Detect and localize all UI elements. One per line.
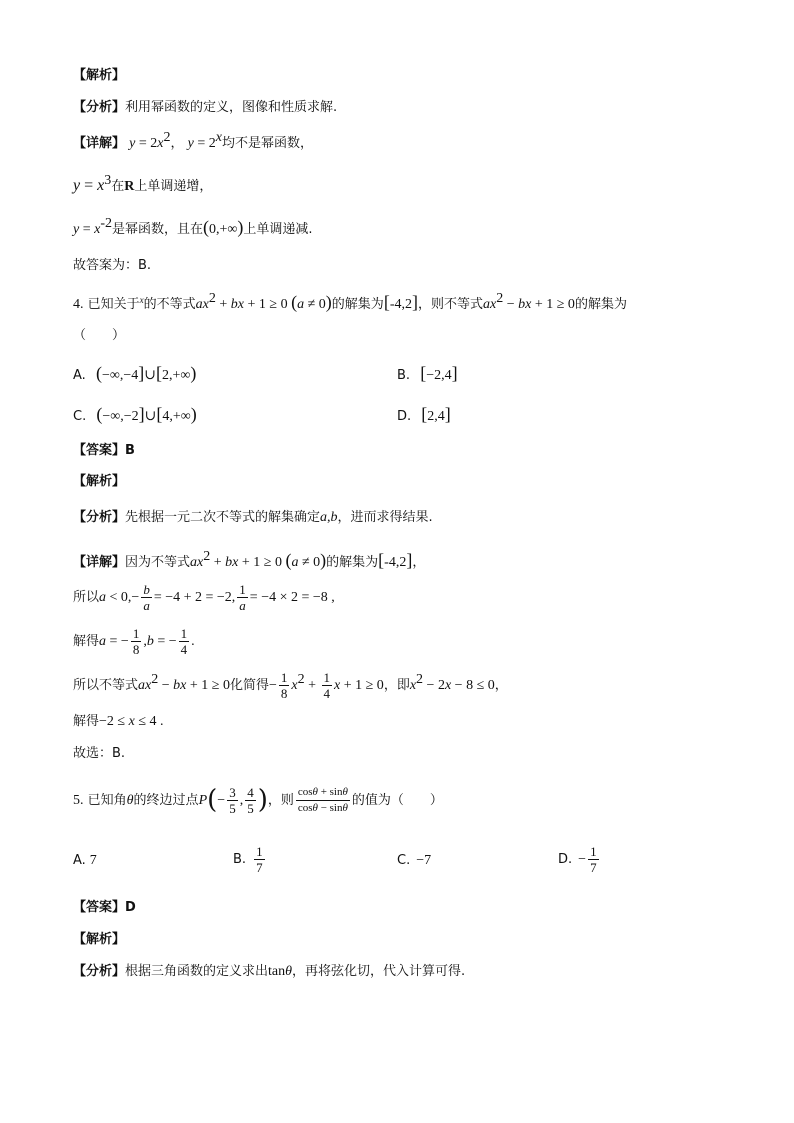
detail-line-3: $y = x^{-2}$是幂函数，且在(0,+∞)上单调递减. [73, 216, 313, 237]
analysis-line: 【分析】先根据一元二次不等式的解集确定a,b，进而求得结果. [73, 510, 433, 525]
answer-heading: 【答案】B [73, 443, 135, 458]
question-number: 5. [73, 793, 84, 808]
math-y-eq-2x2: y [129, 136, 136, 151]
math-y-eq-x-neg2: y [73, 222, 80, 237]
option-d: D. − $\frac{1}{7}$ [558, 844, 597, 875]
option-b: B. $\frac{1}{7}$ [233, 844, 263, 875]
question-5: 5. 已知角θ的终边过点P(− $\frac{3}{5}$ , $\frac{4}{5}$ )，则 $\frac{\cos\theta + \sin\theta}{\cos\theta - \sin\theta}$ 的值为（ ） [73, 785, 443, 816]
option-label: A. [73, 853, 86, 868]
option-b: B. [−2,4] [397, 363, 458, 383]
question-4-paren: （ ） [73, 328, 126, 343]
analysis-line [73, 98, 337, 118]
question-text: ，则 [267, 793, 294, 808]
question-text: 的值为（ ） [351, 793, 443, 808]
option-label: C. [397, 853, 411, 868]
detail-text: ， [412, 555, 426, 570]
analysis-heading: 【解析】 [73, 932, 126, 947]
option-c: C. −7 [397, 853, 432, 868]
analysis-line: 【分析】根据三角函数的定义求出tanθ，再将弦化切，代入计算可得. [73, 964, 466, 979]
math-R: R [124, 179, 135, 194]
analysis-text: ，进而求得结果. [337, 510, 433, 525]
analysis-text: ，再将弦化切，代入计算可得. [292, 964, 466, 979]
detail-text: 上单调递增， [134, 179, 213, 194]
detail-text: 均不是幂函数， [222, 136, 314, 151]
detail-text: 的解集为 [326, 555, 379, 570]
detail-text: 在 [111, 179, 125, 194]
solution-text: ，即 [383, 678, 410, 693]
solution-text: 解得 [73, 634, 100, 649]
answer-line: 故答案为：B. [73, 258, 152, 273]
analysis-text: 根据三角函数的定义求出 [125, 964, 269, 979]
option-a: A. (−∞,−4]∪[2,+∞) [73, 363, 197, 383]
solution-text: 化简得 [229, 678, 269, 693]
analysis-tag: 【分析】 [73, 964, 126, 979]
math-y-eq-x3: y [73, 177, 81, 194]
question-text: 的不等式 [143, 297, 196, 312]
option-label: D. [397, 409, 412, 424]
analysis-heading: 【解析】 [73, 68, 126, 83]
option-label: C. [73, 409, 87, 424]
option-a: A. 7 [73, 853, 97, 868]
question-text: 已知关于 [87, 297, 140, 312]
analysis-tag: 【分析】 [73, 510, 126, 525]
detail-tag: 【详解】 [73, 555, 126, 570]
detail-text: 是幂函数，且在 [112, 222, 204, 237]
question-number: 4. [73, 297, 84, 312]
analysis-text: 利用幂函数的定义，图像和性质求解. [125, 100, 338, 115]
detail-line-2: $y = x^3$在R上单调递增， [73, 173, 213, 194]
question-4: 4. 已知关于$^x$的不等式$ax^2$ + bx + 1 ≥ 0 (a ≠ 0)的解集为[-4,2]，则不等式$ax^2$ − bx + 1 ≥ 0的解集为 [73, 291, 627, 312]
option-label: B. [233, 852, 247, 867]
math-y-eq-2x: y [187, 136, 194, 151]
analysis-heading: 【解析】 [73, 474, 126, 489]
question-text: 的解集为 [574, 297, 627, 312]
detail-text: 因为不等式 [125, 555, 191, 570]
solution-line-2: 解得a = − $\frac{1}{8}$ ,b = − $\frac{1}{4}$ . [73, 626, 195, 657]
solution-line-3: 所以不等式$ax^2$ − bx + 1 ≥ 0化简得− $\frac{1}{8}$ $x^2$ + $\frac{1}{4}$ x + 1 ≥ 0，即$x^2 - 2x - 8 \le 0$， [73, 670, 508, 701]
option-label: A. [73, 368, 86, 383]
solution-text: 所以 [73, 590, 100, 605]
analysis-text: 先根据一元二次不等式的解集确定 [125, 510, 321, 525]
analysis-tag: 【分析】 [73, 100, 126, 115]
answer-heading: 【答案】D [73, 900, 136, 915]
solution-text: 所以不等式 [73, 678, 139, 693]
solution-text: 解得 [73, 714, 100, 729]
choice-line: 故选：B. [73, 746, 126, 761]
option-d: D. [2,4] [397, 404, 451, 424]
question-text: ，则不等式 [417, 297, 483, 312]
solution-line-1: 所以a < 0,− $\frac{b}{a}$ = −4 + 2 = −2, $\frac{1}{a}$ = −4 × 2 = −8 , [73, 582, 335, 613]
detail-line-1: 【详解】 $y = 2x^2$， $y = 2^x$均不是幂函数， [73, 130, 314, 151]
question-text: 的解集为 [331, 297, 384, 312]
detail-text: ， [170, 136, 184, 151]
option-label: B. [397, 368, 411, 383]
option-label: D. [558, 852, 573, 867]
detail-line: 【详解】因为不等式$ax^2$ + bx + 1 ≥ 0 (a ≠ 0)的解集为[-4,2]， [73, 549, 426, 570]
detail-tag: 【详解】 [73, 136, 126, 151]
question-text: 已知角 [87, 793, 127, 808]
detail-text: 上单调递减. [243, 222, 313, 237]
solution-line-4: 解得−2 ≤ x ≤ 4 . [73, 714, 164, 729]
solution-text: ， [494, 678, 508, 693]
question-text: 的终边过点 [133, 793, 199, 808]
option-c: C. (−∞,−2]∪[4,+∞) [73, 404, 197, 424]
